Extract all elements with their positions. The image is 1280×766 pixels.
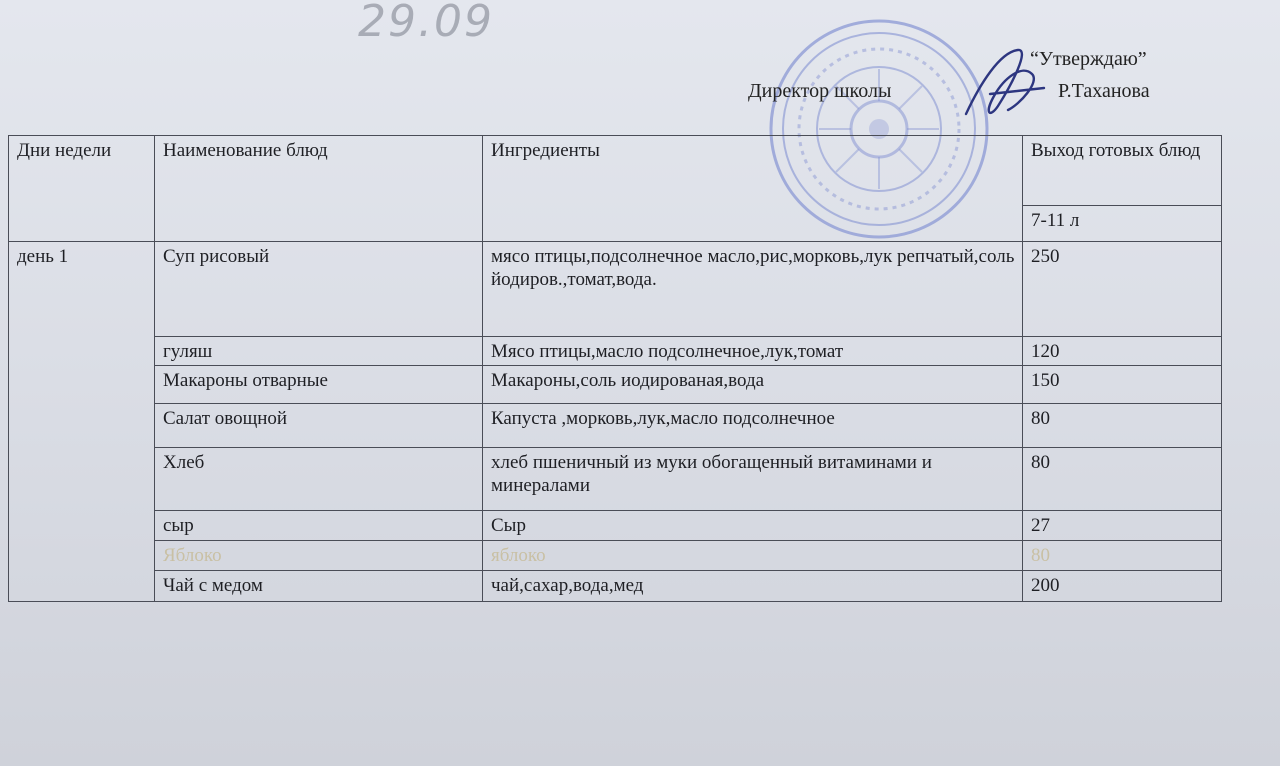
output-cell: 27 bbox=[1023, 511, 1222, 541]
table-header-row bbox=[9, 136, 1222, 206]
dish-cell: сыр bbox=[155, 511, 483, 541]
menu-table bbox=[8, 135, 1222, 602]
table-row bbox=[9, 448, 1222, 511]
header-age: 7-11 л bbox=[1023, 206, 1222, 242]
ingredients-cell: яблоко bbox=[483, 541, 1023, 571]
ingredients-cell: Макароны,соль иодированая,вода bbox=[483, 366, 1023, 404]
table-row bbox=[9, 511, 1222, 541]
header-ingredients: Ингредиенты bbox=[483, 136, 1023, 242]
output-cell: 80 bbox=[1023, 541, 1222, 571]
output-cell: 200 bbox=[1023, 571, 1222, 602]
dish-cell: Хлеб bbox=[155, 448, 483, 511]
table-row bbox=[9, 337, 1222, 366]
table-row bbox=[9, 242, 1222, 337]
dish-cell: Суп рисовый bbox=[155, 242, 483, 337]
header-days: Дни недели bbox=[9, 136, 155, 242]
header-output: Выход готовых блюд bbox=[1023, 136, 1222, 206]
ingredients-cell: Капуста ,морковь,лук,масло подсолнечное bbox=[483, 404, 1023, 448]
director-title: Директор школы bbox=[748, 80, 892, 102]
approval-label: “Утверждаю” bbox=[1030, 48, 1147, 70]
ingredients-cell: чай,сахар,вода,мед bbox=[483, 571, 1023, 602]
dish-cell: Яблоко bbox=[155, 541, 483, 571]
output-cell: 120 bbox=[1023, 337, 1222, 366]
ingredients-cell: хлеб пшеничный из муки обогащенный витаминами и минералами bbox=[483, 448, 1023, 511]
output-cell: 80 bbox=[1023, 448, 1222, 511]
table-row-faded bbox=[9, 541, 1222, 571]
dish-cell: Салат овощной bbox=[155, 404, 483, 448]
table-row bbox=[9, 404, 1222, 448]
ingredients-cell: Мясо птицы,масло подсолнечное,лук,томат bbox=[483, 337, 1023, 366]
output-cell: 150 bbox=[1023, 366, 1222, 404]
output-cell: 80 bbox=[1023, 404, 1222, 448]
header-dish: Наименование блюд bbox=[155, 136, 483, 242]
table-row bbox=[9, 571, 1222, 602]
day-cell: день 1 bbox=[9, 242, 155, 602]
director-name: Р.Таханова bbox=[1058, 80, 1150, 102]
dish-cell: Макароны отварные bbox=[155, 366, 483, 404]
ingredients-cell: Сыр bbox=[483, 511, 1023, 541]
ingredients-cell: мясо птицы,подсолнечное масло,рис,морковь,лук репчатый,соль йодиров.,томат,вода. bbox=[483, 242, 1023, 337]
handwritten-date: 29.09 bbox=[358, 0, 494, 47]
table-row bbox=[9, 366, 1222, 404]
dish-cell: Чай с медом bbox=[155, 571, 483, 602]
dish-cell: гуляш bbox=[155, 337, 483, 366]
output-cell: 250 bbox=[1023, 242, 1222, 337]
